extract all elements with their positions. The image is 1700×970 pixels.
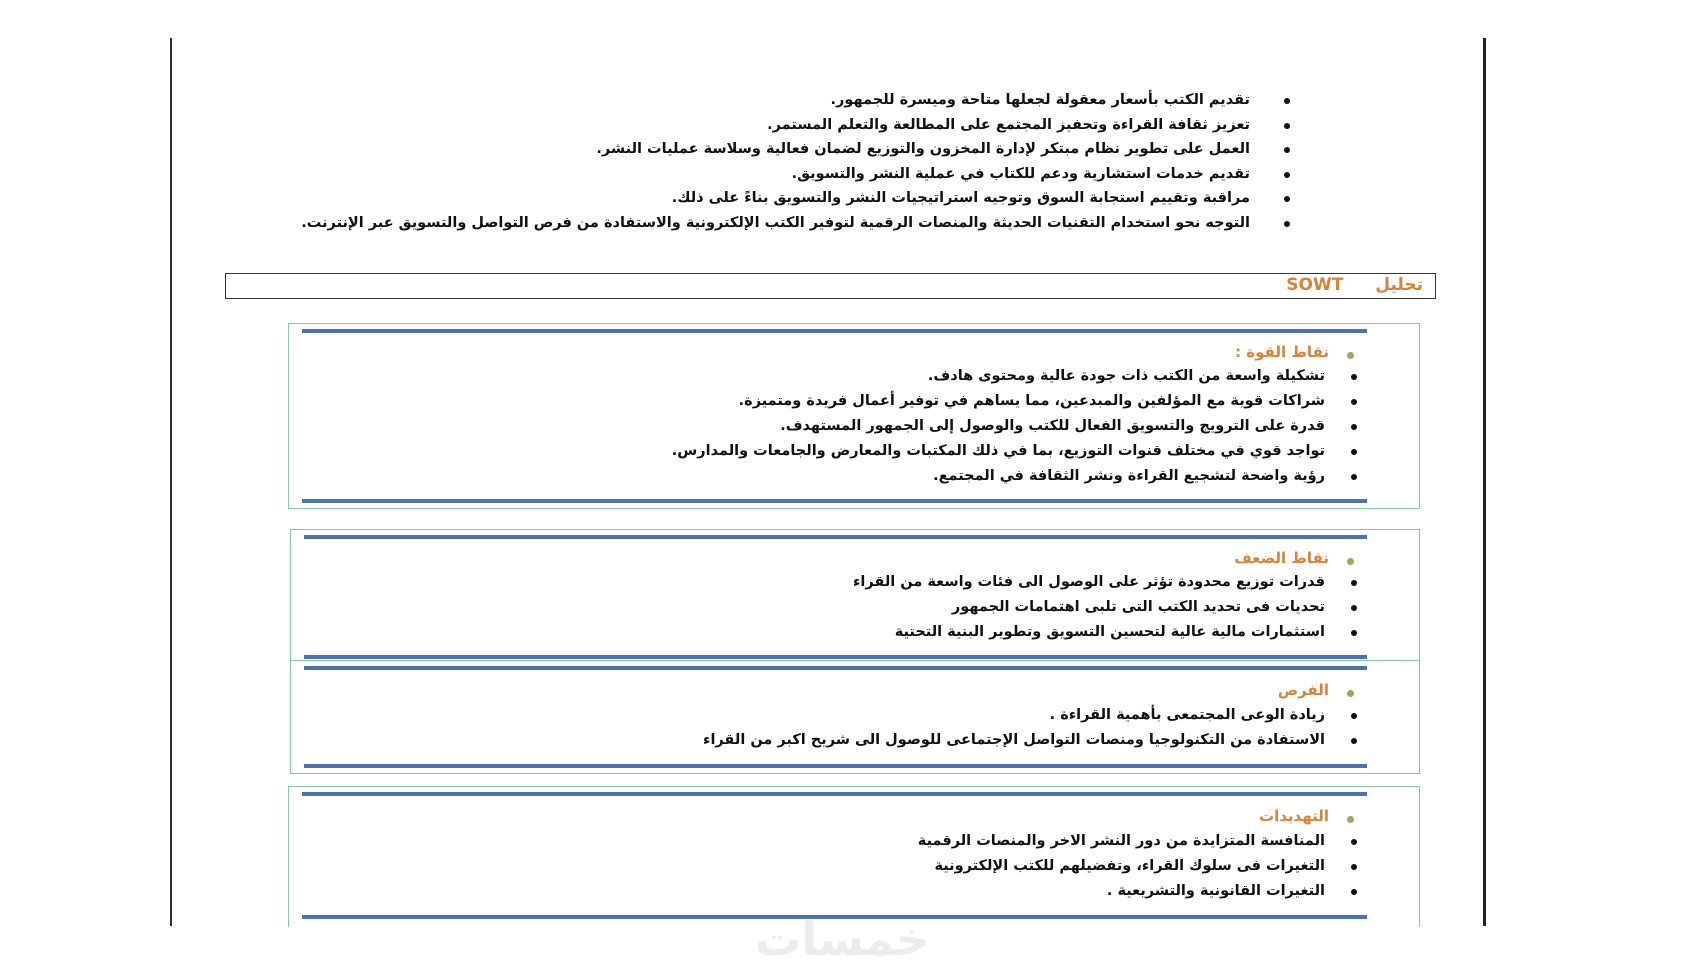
list-item: الاستفادة من التكنولوجيا ومنصات التواصل الإجتماعى للوصول الى شريح اكبر من القراء bbox=[337, 728, 1357, 753]
bullet-icon bbox=[1351, 474, 1357, 480]
sowt-title-box bbox=[225, 273, 1436, 299]
panel-bottom-bar bbox=[304, 764, 1367, 768]
list-item: التغيرات فى سلوك القراء، وتفضيلهم للكتب الإلكترونية bbox=[337, 854, 1357, 879]
threats-panel bbox=[288, 786, 1420, 927]
bullet-icon bbox=[1351, 399, 1357, 405]
weaknesses-heading: نقاط الضعف bbox=[1234, 549, 1329, 567]
weaknesses-list bbox=[337, 570, 1357, 645]
panel-bottom-bar bbox=[302, 499, 1367, 503]
list-item: تشكيلة واسعة من الكتب ذات جودة عالية ومحتوى هادف. bbox=[337, 364, 1357, 389]
bullet-icon bbox=[1284, 221, 1290, 227]
bullet-icon bbox=[1351, 605, 1357, 611]
heading-bullet-icon bbox=[1347, 816, 1354, 823]
panel-top-bar bbox=[302, 792, 1367, 796]
list-item: قدرات توزيع محدودة تؤثر على الوصول الى فئات واسعة من القراء bbox=[337, 570, 1357, 595]
threats-heading: التهديدات bbox=[1259, 807, 1329, 825]
bullet-icon bbox=[1284, 196, 1290, 202]
opportunities-list bbox=[337, 703, 1357, 753]
weaknesses-panel bbox=[290, 529, 1420, 661]
opportunities-heading: الفرص bbox=[1277, 681, 1329, 699]
list-item: زيادة الوعى المجتمعى بأهمية القراءة . bbox=[337, 703, 1357, 728]
list-item: تحديات فى تحديد الكتب التى تلبى اهتمامات الجمهور bbox=[337, 595, 1357, 620]
bullet-icon bbox=[1351, 738, 1357, 744]
bullet-icon bbox=[1351, 374, 1357, 380]
bullet-icon bbox=[1351, 449, 1357, 455]
list-item: مراقبة وتقييم استجابة السوق وتوجيه استراتيجيات النشر والتسويق بناءً على ذلك. bbox=[270, 186, 1290, 211]
right-page-rule bbox=[1483, 38, 1486, 926]
list-item: تعزيز ثقافة القراءة وتحفيز المجتمع على المطالعة والتعلم المستمر. bbox=[270, 113, 1290, 138]
bullet-icon bbox=[1351, 630, 1357, 636]
bullet-icon bbox=[1351, 839, 1357, 845]
list-item: التغيرات القانونية والتشريعية . bbox=[337, 879, 1357, 904]
list-item: استثمارات مالية عالية لتحسين التسويق وتطوير البنية التحتية bbox=[337, 620, 1357, 645]
threats-list bbox=[337, 829, 1357, 904]
sowt-word: تحليل bbox=[1375, 275, 1423, 295]
bullet-icon bbox=[1284, 98, 1290, 104]
opportunities-panel bbox=[290, 660, 1420, 774]
goals-list bbox=[270, 88, 1290, 235]
bullet-icon bbox=[1351, 424, 1357, 430]
panel-top-bar bbox=[302, 329, 1367, 333]
list-item: رؤية واضحة لتشجيع القراءة ونشر الثقافة في المجتمع. bbox=[337, 464, 1357, 489]
list-item: التوجه نحو استخدام التقنيات الحديثة والمنصات الرقمية لتوفير الكتب الإلكترونية والاستفادة من فرص التواصل والتسويق عبر الإنترنت. bbox=[270, 211, 1290, 236]
sowt-acronym: SOWT bbox=[1286, 275, 1344, 295]
bullet-icon bbox=[1284, 123, 1290, 129]
panel-bottom-bar bbox=[304, 655, 1367, 659]
list-item: تقديم خدمات استشارية ودعم للكتاب في عملية النشر والتسويق. bbox=[270, 162, 1290, 187]
bullet-icon bbox=[1351, 864, 1357, 870]
list-item: شراكات قوية مع المؤلفين والمبدعين، مما يساهم في توفير أعمال فريدة ومتميزة. bbox=[337, 389, 1357, 414]
panel-top-bar bbox=[304, 535, 1367, 539]
list-item: تقديم الكتب بأسعار معقولة لجعلها متاحة وميسرة للجمهور. bbox=[270, 88, 1290, 113]
bullet-icon bbox=[1351, 889, 1357, 895]
bullet-icon bbox=[1284, 172, 1290, 178]
list-item: العمل على تطوير نظام مبتكر لإدارة المخزون والتوزيع لضمان فعالية وسلاسة عمليات النشر. bbox=[270, 137, 1290, 162]
strengths-panel bbox=[288, 323, 1420, 509]
list-item: تواجد قوي في مختلف قنوات التوزيع، بما في ذلك المكتبات والمعارض والجامعات والمدارس. bbox=[337, 439, 1357, 464]
strengths-heading: نقاط القوة : bbox=[1235, 343, 1329, 361]
section-title bbox=[1286, 275, 1423, 295]
bullet-icon bbox=[1351, 580, 1357, 586]
panel-top-bar bbox=[304, 666, 1367, 670]
list-item: المنافسة المتزايدة من دور النشر الاخر والمنصات الرقمية bbox=[337, 829, 1357, 854]
bullet-icon bbox=[1351, 713, 1357, 719]
watermark: خمسات bbox=[755, 912, 930, 966]
heading-bullet-icon bbox=[1347, 690, 1354, 697]
bullet-icon bbox=[1284, 147, 1290, 153]
left-page-rule bbox=[170, 38, 172, 926]
list-item: قدرة على الترويج والتسويق الفعال للكتب والوصول إلى الجمهور المستهدف. bbox=[337, 414, 1357, 439]
strengths-list bbox=[337, 364, 1357, 489]
heading-bullet-icon bbox=[1347, 352, 1354, 359]
heading-bullet-icon bbox=[1347, 558, 1354, 565]
